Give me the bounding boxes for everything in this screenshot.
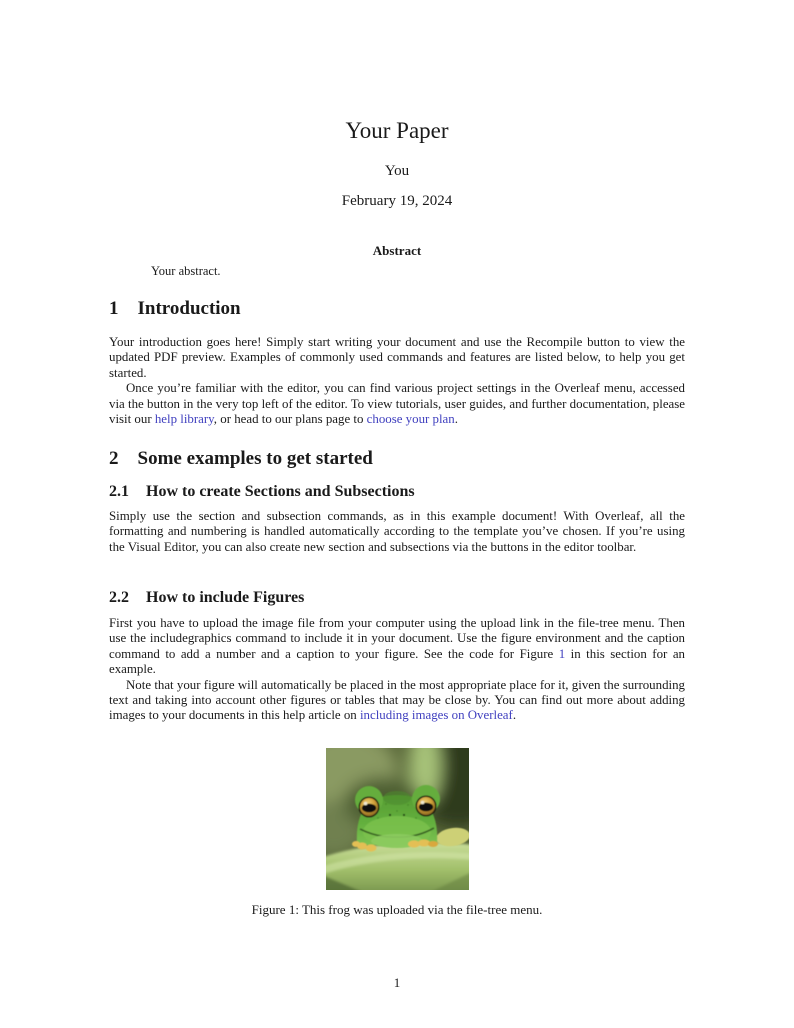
text-run: First you have to upload the image file from your computer using the upload link in the file-tree menu. Then use the includegraphics command to include it in your document. Use the figure environment and the caption command to add a number and a caption to your figure. See the code for Figure (109, 616, 685, 661)
paragraph (109, 678, 685, 724)
paragraph (109, 509, 685, 555)
subsection-heading-sections (109, 484, 685, 501)
figure-float (109, 748, 685, 918)
text-run: . (454, 412, 458, 427)
paragraph (109, 381, 685, 427)
section-title: Introduction (137, 298, 241, 319)
text-run: Once you’re familiar with the editor, you can find various project settings in the Overleaf menu, accessed via the button in the very top left of the editor. To view tutorials, user guides, and further documentation, please visit our (109, 381, 685, 427)
paper-title: Your Paper (345, 118, 449, 143)
paper-author: You (384, 163, 410, 179)
inline-link[interactable]: 1 (558, 646, 566, 661)
paragraph (109, 616, 685, 678)
text-run: Simply use the section and subsection commands, as in this example document! With Overleaf, all the formatting and numbering is handled automatically according to the template you’ve chosen. If you’re using the Visual Editor, you can also create new section and subsections via the buttons in the editor toolbar. (109, 509, 685, 554)
section-title: Some examples to get started (137, 448, 373, 469)
section-number: 1 (109, 298, 119, 319)
subsection-sections-body (109, 509, 685, 555)
subsection-number: 2.2 (109, 589, 129, 606)
subsection-number: 2.1 (109, 483, 129, 500)
paper-date: February 19, 2024 (341, 193, 453, 209)
subsection-figures-body (109, 616, 685, 724)
frog-image (326, 748, 469, 890)
section-number: 2 (109, 448, 119, 469)
paragraph (109, 335, 685, 381)
text-run: . (512, 708, 517, 723)
subsection-title: How to include Figures (146, 589, 305, 606)
figure-caption: Figure 1: This frog was uploaded via the file-tree menu. (251, 902, 543, 917)
text-run: in this section for an example. (109, 646, 685, 677)
abstract-heading: Abstract (372, 243, 422, 258)
abstract-text: Your abstract. (151, 264, 221, 278)
subsection-title: How to create Sections and Subsections (146, 483, 415, 500)
text-run: Your introduction goes here! Simply start writing your document and use the Recompile button to view the updated PDF preview. Examples of commonly used commands and features are listed below, to help you get started. (109, 335, 685, 380)
inline-link[interactable]: choose your plan (366, 412, 455, 427)
subsection-heading-figures (109, 590, 685, 607)
section-heading-examples (109, 449, 685, 469)
text-run: , or head to our plans page to (213, 412, 367, 427)
inline-link[interactable]: help library (154, 412, 214, 427)
inline-link[interactable]: including images on Overleaf (359, 708, 513, 723)
page-number: 1 (393, 975, 401, 990)
text-run: Note that your figure will automatically be placed in the most appropriate place for it, given the surrounding text and taking into account other figures or tables that may be close by. You can find out more about adding images to your documents in this help article on (109, 677, 685, 723)
section-introduction-body (109, 335, 685, 427)
section-heading-introduction (109, 299, 685, 319)
